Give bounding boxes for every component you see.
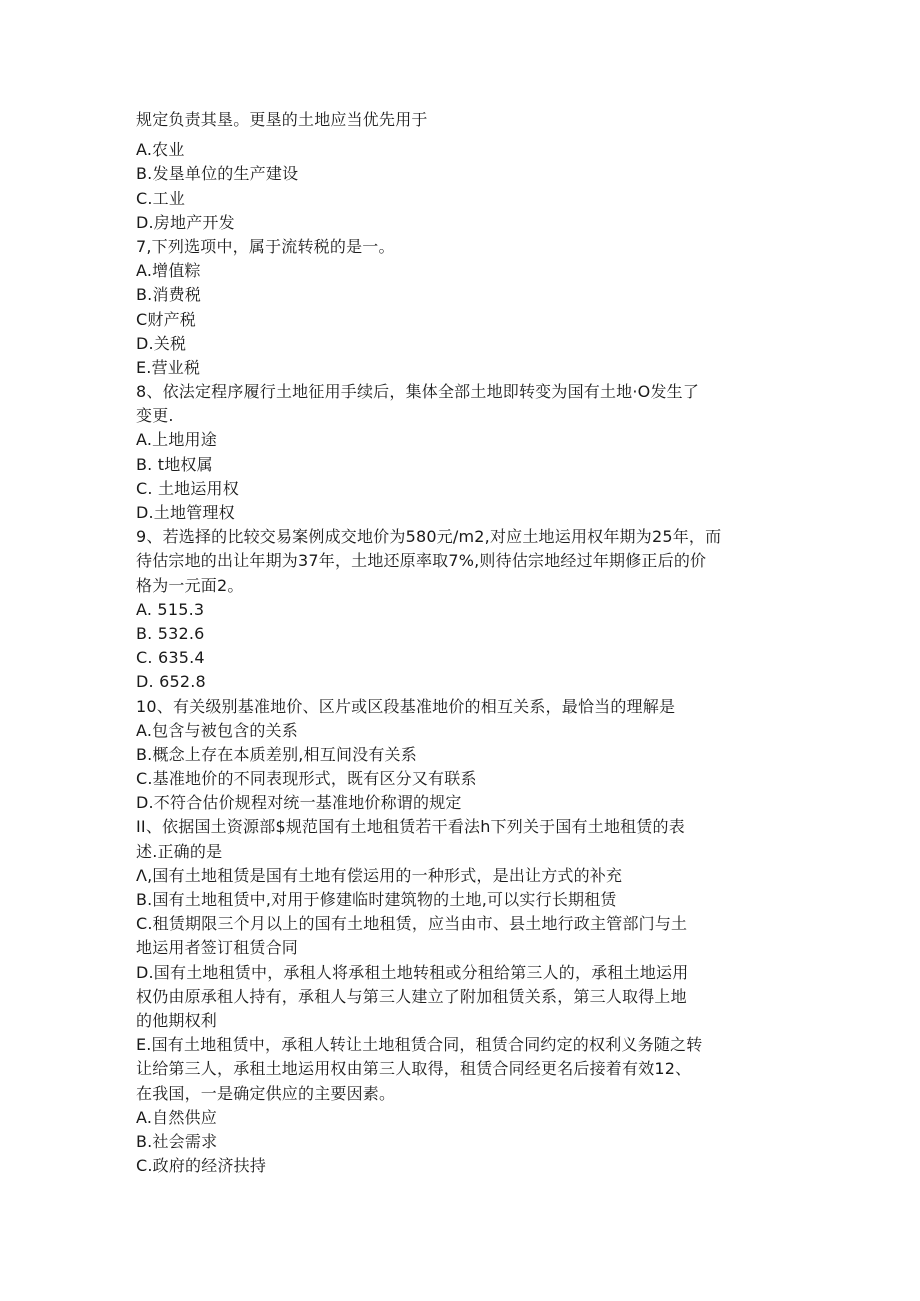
question-line: II、依据国土资源部$规范国有土地租赁若干看法h下列关于国有土地租赁的表 bbox=[136, 817, 685, 837]
option-line: A.增值粽 bbox=[136, 261, 201, 281]
option-line: 权仍由原承租人持有，承租人与第三人建立了附加租赁关系，第三人取得上地 bbox=[136, 986, 687, 1006]
question-line: 10、有关级别基准地价、区片或区段基准地价的相互关系，最恰当的理解是 bbox=[136, 696, 676, 716]
option-line: A.自然供应 bbox=[136, 1107, 217, 1127]
option-line: B.概念上存在本质差别,相互间没有关系 bbox=[136, 744, 417, 764]
option-line: 地运用者签订租赁合同 bbox=[136, 938, 299, 958]
option-line: B.国有土地租赁中,对用于修建临时建筑物的土地,可以实行长期租赁 bbox=[136, 890, 617, 909]
option-line: C.基准地价的不同表现形式，既有区分又有联系 bbox=[136, 769, 477, 789]
question-line: 变更. bbox=[136, 406, 174, 426]
option-line: D.不符合估价规程对统一基准地价称谓的规定 bbox=[136, 793, 462, 813]
option-line: C. 635.4 bbox=[136, 648, 205, 668]
document-page bbox=[136, 108, 786, 1178]
option-line: E.国有土地租赁中，承租人转让土地租赁合同，租赁合同约定的权利义务随之转 bbox=[136, 1035, 703, 1055]
option-line: A.上地用途 bbox=[136, 430, 217, 450]
option-line: Λ,国有土地租赁是国有土地有偿运用的一种形式，是出让方式的补充 bbox=[136, 865, 623, 885]
option-line: D.房地产开发 bbox=[136, 212, 235, 232]
question-line: 述.正确的是 bbox=[136, 841, 223, 861]
question-line: 9、若选择的比较交易案例成交地价为580元/m2,对应土地运用权年期为25年，而 bbox=[136, 527, 722, 547]
option-line: 让给第三人，承租土地运用权由第三人取得，租赁合同经更名后接着有效12、 bbox=[136, 1059, 692, 1079]
option-line: D.国有土地租赁中，承租人将承租土地转租或分租给第三人的，承租土地运用 bbox=[136, 962, 689, 982]
option-line: B.社会需求 bbox=[136, 1131, 218, 1151]
text-line: 规定负责其垦。更垦的土地应当优先用于 bbox=[136, 110, 428, 129]
option-line: E.营业税 bbox=[136, 357, 201, 377]
option-line: C.租赁期限三个月以上的国有土地租赁，应当由市、县土地行政主管部门与土 bbox=[136, 914, 688, 934]
option-line: D.土地管理权 bbox=[136, 503, 235, 522]
question-line: 待估宗地的出让年期为37年，土地还原率取7%,则待估宗地经过年期修正后的价 bbox=[136, 551, 707, 571]
option-line: C.工业 bbox=[136, 188, 186, 208]
option-line: C.政府的经济扶持 bbox=[136, 1156, 267, 1176]
option-line: A.农业 bbox=[136, 140, 185, 160]
option-line: B. t地权属 bbox=[136, 454, 213, 474]
question-line: 格为一元面2。 bbox=[136, 575, 244, 595]
option-line: B.消费税 bbox=[136, 285, 202, 305]
option-line: D.关税 bbox=[136, 333, 187, 353]
option-line: C. 土地运用权 bbox=[136, 478, 239, 498]
option-line: D. 652.8 bbox=[136, 672, 206, 692]
option-line: C财产税 bbox=[136, 309, 196, 329]
option-line: B.发垦单位的生产建设 bbox=[136, 164, 299, 184]
question-line: 7,下列选项中，属于流转税的是一。 bbox=[136, 236, 395, 256]
option-line: A.包含与被包含的关系 bbox=[136, 720, 298, 740]
option-line: 的他期权利 bbox=[136, 1010, 218, 1030]
question-line: 8、依法定程序履行土地征用手续后，集体全部土地即转变为国有土地·O发生了 bbox=[136, 382, 700, 402]
option-line: B. 532.6 bbox=[136, 623, 205, 643]
option-line: A. 515.3 bbox=[136, 599, 205, 619]
question-line: 在我国，一是确定供应的主要因素。 bbox=[136, 1083, 396, 1103]
